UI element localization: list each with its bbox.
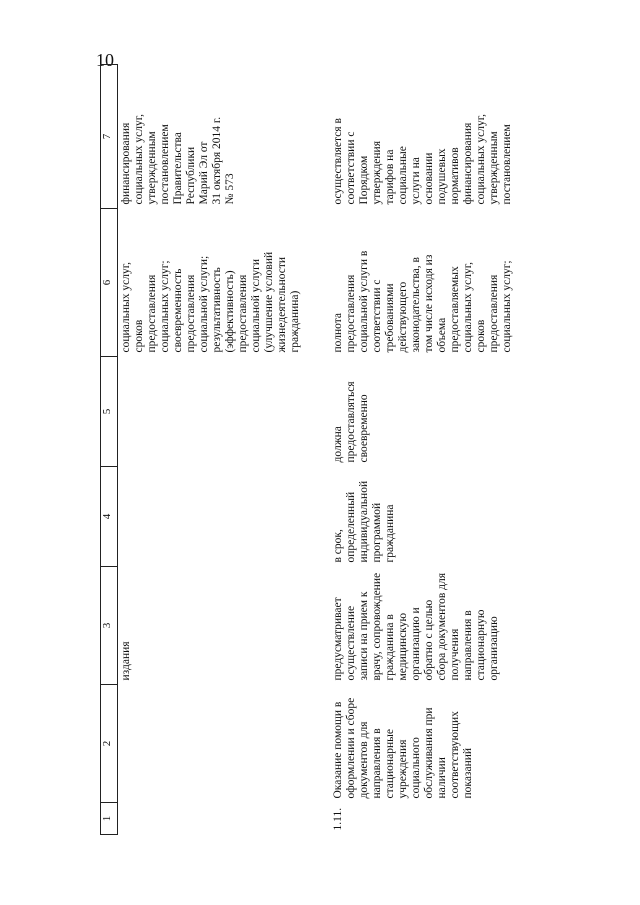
column-header-2: 2 <box>101 685 118 803</box>
service-term-cell: в срок, определенный индивидуальной программой гражданина <box>331 480 396 563</box>
service-timeliness-cell: должна предоставляться своевременно <box>331 381 370 463</box>
cont-cell-2 <box>118 685 330 803</box>
service-description-cell: предусматривает осуществление записи на прием к врачу, сопровождение гражданина в медицинскую организацию и обратно с целью сбора документов для получения направления в стационарную организацию <box>331 572 500 681</box>
cont-cell-7: финансирования социальных услуг, утвержденным постановлением Правительства Республики Марий Эл от 31 октября 2014 г. № 573 <box>120 114 236 205</box>
column-header-4: 4 <box>101 467 118 567</box>
table-row-1-11 <box>330 65 516 835</box>
cont-cell-3: издания <box>120 641 132 681</box>
rotated-table-container <box>100 65 530 835</box>
page-number: 10 <box>96 50 114 70</box>
financing-conditions-cell: осуществляется в соответствии с Порядком утверждения тарифов на социальные услуги на основании подушевых нормативов финансирования социальных услуг, утвержденным постановлением <box>331 114 513 205</box>
cont-cell-1 <box>118 803 330 835</box>
column-header-7: 7 <box>101 65 118 209</box>
row-number: 1.11. <box>331 807 344 831</box>
column-header-6: 6 <box>101 209 118 357</box>
cont-cell-5 <box>118 357 330 467</box>
cont-cell-6: социальных услуг, сроков предоставления социальных услуг; своевременность предоставления социальной услуги; результативность (эффективность) предоставления социальной услуги (улучшение условий жизнедеятельности гражданина) <box>120 251 301 353</box>
cont-cell-4 <box>118 467 330 567</box>
column-header-1: 1 <box>101 803 118 835</box>
quality-indicators-cell: полнота предоставления социальной услуги в соответствии с требованиями действующего законодательства, в том числе исходя из объема предоставляемых социальных услуг, сроков предоставления социальных услуг; <box>331 250 513 353</box>
services-table <box>100 64 516 835</box>
column-header-5: 5 <box>101 357 118 467</box>
service-name-cell: Оказание помощи в оформлении и сборе документов для направления в стационарные учреждения социального обслуживания при наличии соответствующих показаний <box>331 697 474 799</box>
column-header-3: 3 <box>101 567 118 685</box>
table-row-continued <box>118 65 330 835</box>
table-header-row <box>101 65 118 835</box>
